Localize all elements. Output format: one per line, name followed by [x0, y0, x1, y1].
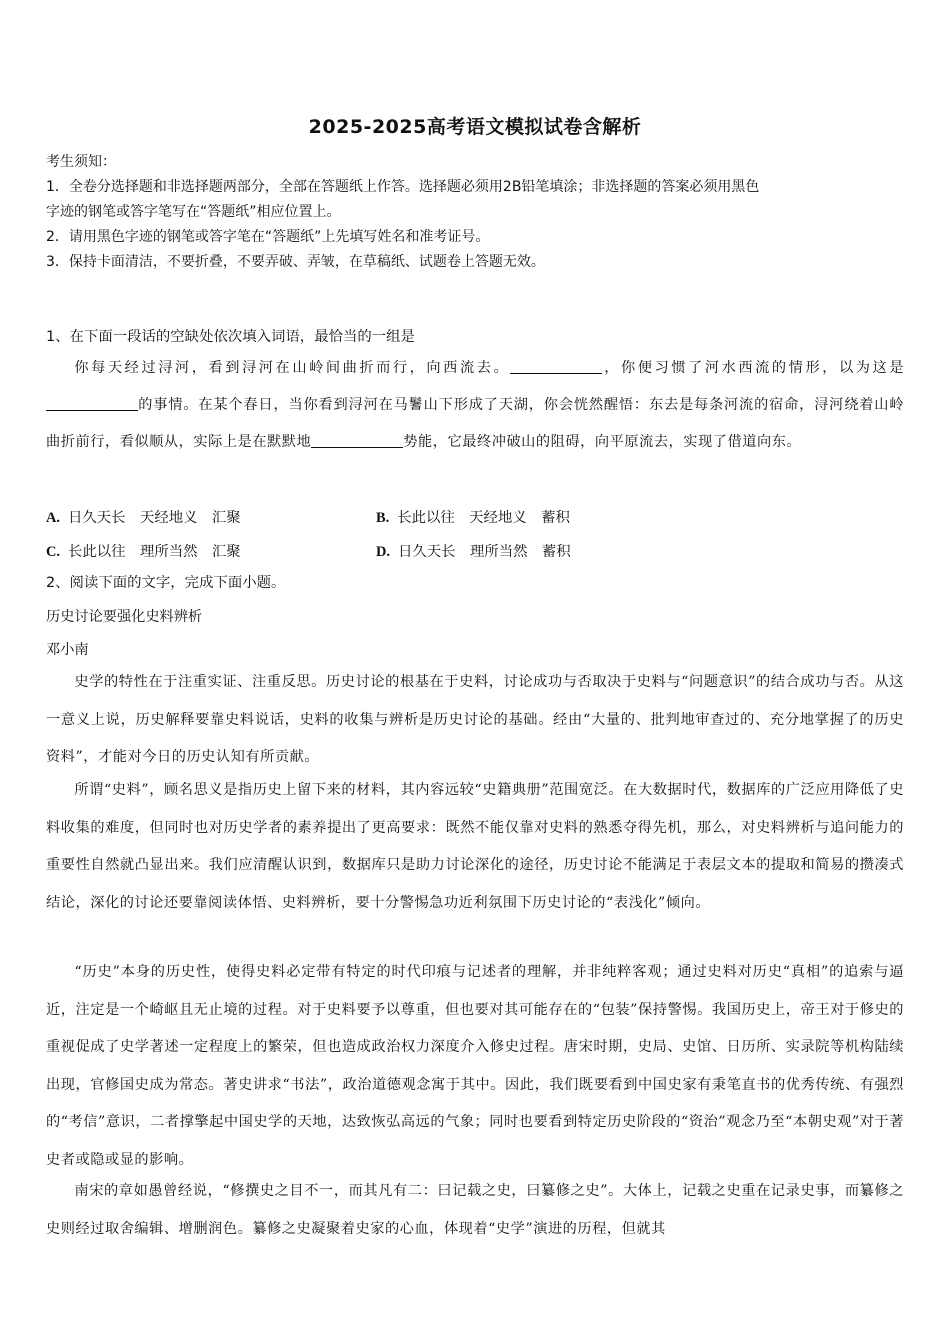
blank-3: [311, 433, 403, 448]
question-1-passage: [46, 350, 904, 461]
option-letter: A.: [46, 510, 60, 526]
article-paragraph-4: 南宋的章如愚曾经说，“修撰史之目不一，而其凡有二：曰记载之史，曰纂修之史”。大体上，记载之史重在记录史事，而纂修之史则经过取舍编辑、增删润色。纂修之史凝聚着史家的心血，体现着“史学”演进的历程，但就其: [46, 1183, 904, 1237]
passage-text-3: 的事情。在某个春日，当你看到浔河在马鬐山下形成了天湖，你会恍然醒悟：东去是每条河流的宿命，浔河绕着山岭曲折前行，看似顺从，实际上是在默默地: [46, 397, 904, 450]
question-2-stem: 2、阅读下面的文字，完成下面小题。: [46, 575, 286, 591]
passage-text-4: 势能，它最终冲破山的阻碍，向平原流去，实现了借道向东。: [403, 434, 802, 450]
blank-2: [46, 396, 138, 411]
notice-item-2: 2．请用黑色字迹的钢笔或答字笔在“答题纸”上先填写姓名和准考证号。: [46, 229, 490, 245]
question-1-stem: 1、在下面一段话的空缺处依次填入词语，最恰当的一组是: [46, 329, 415, 345]
article-paragraph-1: 史学的特性在于注重实证、注重反思。历史讨论的根基在于史料，讨论成功与否取决于史料与“问题意识”的结合成功与否。从这一意义上说，历史解释要靠史料说话，史料的收集与辨析是历史讨论的基础。经由“大量的、批判地审查过的、充分地掌握了的历史资料”，才能对今日的历史认知有所贡献。: [46, 674, 904, 765]
notice-heading: 考生须知：: [46, 154, 116, 170]
option-text: 长此以往 天经地义 蓄积: [397, 510, 570, 526]
option-letter: D.: [376, 544, 390, 560]
option-c[interactable]: [46, 540, 241, 561]
option-a[interactable]: [46, 506, 241, 527]
notice-item-1-cont: 字迹的钢笔或答字笔写在“答题纸”相应位置上。: [46, 204, 341, 220]
option-text: 日久天长 理所当然 蓄积: [398, 544, 571, 560]
notice-item-1: 1．全卷分选择题和非选择题两部分，全部在答题纸上作答。选择题必须用2B铅笔填涂；非选择题的答案必须用黑色: [46, 179, 760, 195]
notice-item-3: 3．保持卡面清洁，不要折叠，不要弄破、弄皱，在草稿纸、试题卷上答题无效。: [46, 254, 545, 270]
passage-text-2: ，你便习惯了河水西流的情形，以为这是: [602, 360, 904, 376]
option-text: 日久天长 天经地义 汇聚: [68, 510, 241, 526]
article-paragraph-2: 所谓“史料”，顾名思义是指历史上留下来的材料，其内容远较“史籍典册”范围宽泛。在大数据时代，数据库的广泛应用降低了史料收集的难度，但同时也对历史学者的素养提出了更高要求：既然不能仅靠对史料的熟悉夺得先机，那么，对史料辨析与追问能力的重要性自然就凸显出来。我们应清醒认识到，数据库只是助力讨论深化的途径，历史讨论不能满足于表层文本的提取和简易的攒凑式结论，深化的讨论还要靠阅读体悟、史料辨析，要十分警惕急功近利氛围下历史讨论的“表浅化”倾向。: [46, 782, 904, 911]
article-paragraph-3: “历史”本身的历史性，使得史料必定带有特定的时代印痕与记述者的理解，并非纯粹客观；通过史料对历史“真相”的追索与逼近，注定是一个崎岖且无止境的过程。对于史料要予以尊重，但也要对其可能存在的“包装”保持警惕。我国历史上，帝王对于修史的重视促成了史学著述一定程度上的繁荣，但也造成政治权力深度介入修史过程。唐宋时期，史局、史馆、日历所、实录院等机构陆续出现，官修国史成为常态。著史讲求“书法”，政治道德观念寓于其中。因此，我们既要看到中国史家有秉笔直书的优秀传统、有强烈的“考信”意识，二者撑擎起中国史学的天地，达致恢弘高远的气象；同时也要看到特定历史阶段的“资治”观念乃至“本朝史观”对于著史者或隐或显的影响。: [46, 964, 904, 1168]
option-text: 长此以往 理所当然 汇聚: [68, 544, 241, 560]
passage-text-1: 你每天经过浔河，看到浔河在山岭间曲折而行，向西流去。: [74, 360, 511, 376]
page-title: 2025-2025高考语文模拟试卷含解析: [308, 116, 642, 138]
option-b[interactable]: [376, 506, 570, 527]
article-title: 历史讨论要强化史料辨析: [46, 609, 203, 625]
option-letter: C.: [46, 544, 60, 560]
option-letter: B.: [376, 510, 390, 526]
blank-1: [510, 359, 602, 374]
option-d[interactable]: [376, 540, 571, 561]
article-author: 邓小南: [46, 642, 89, 658]
